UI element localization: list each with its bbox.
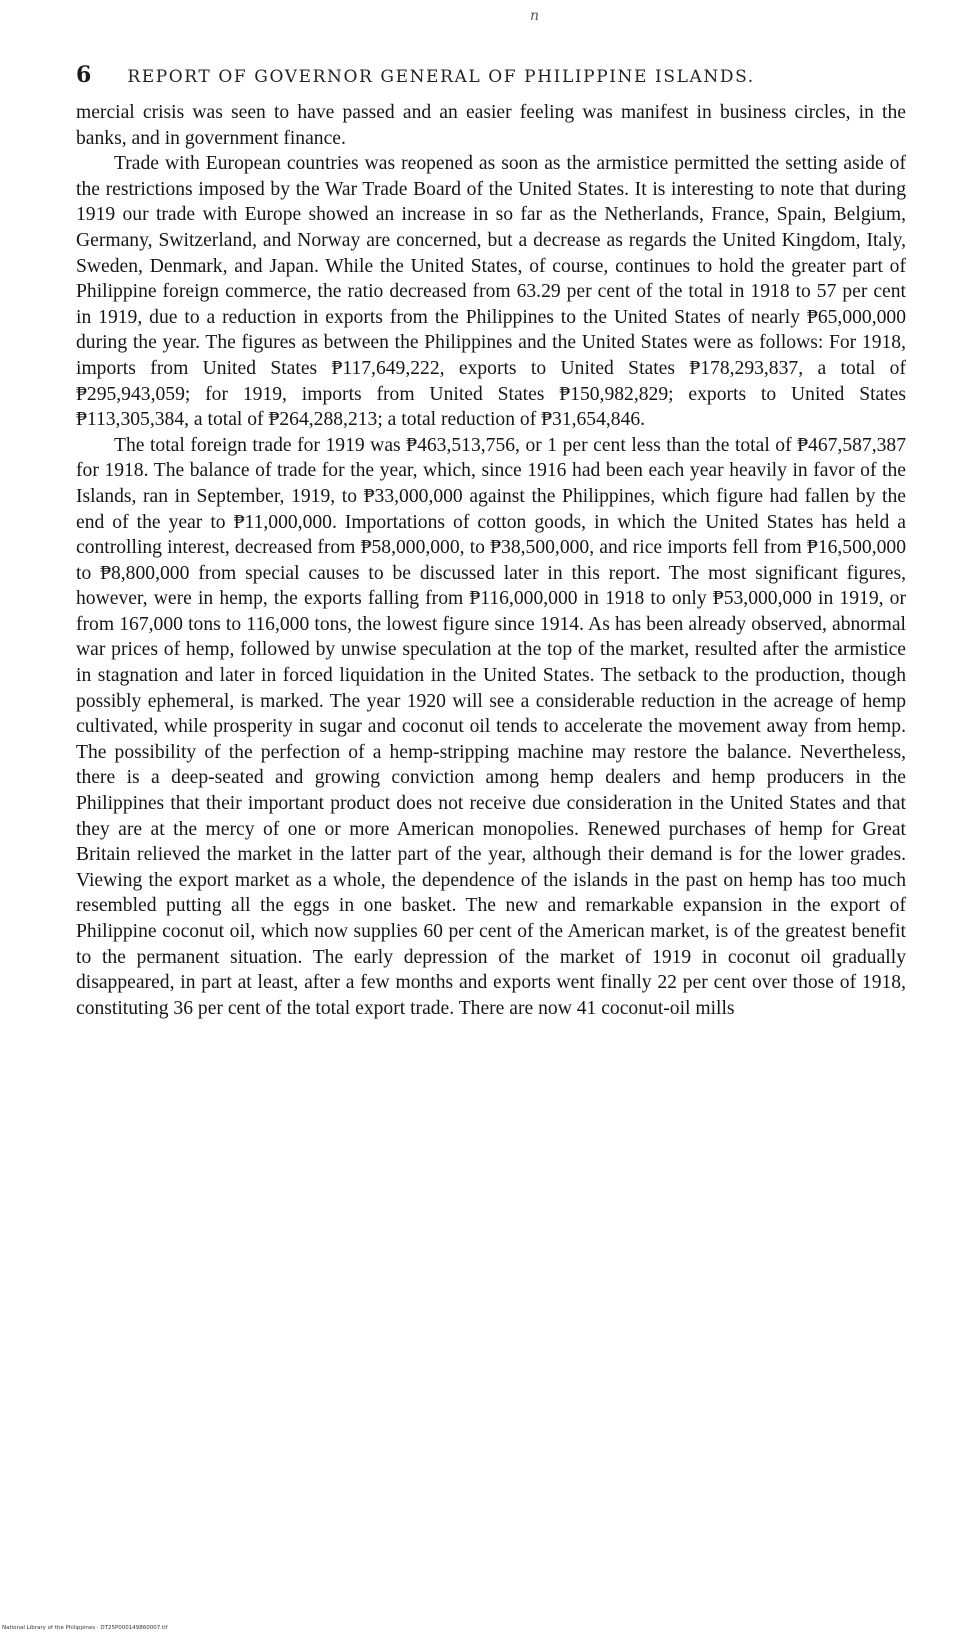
page-number: 6: [76, 62, 92, 88]
running-head: [76, 62, 906, 88]
running-title: REPORT OF GOVERNOR GENERAL OF PHILIPPINE ISLANDS.: [127, 67, 755, 87]
paragraph-continuation: mercial crisis was seen to have passed and an easier feeling was manifest in business circles, in the banks, and in government finance.: [76, 102, 906, 149]
paragraph-european-trade: Trade with European countries was reopened as soon as the armistice permitted the setting aside of the restrictions imposed by the War Trade Board of the United States. It is interesting to note that during 1919 our trade with Europe showed an increase in so far as the Netherlands, France, Spain, Belgium, Germany, Switzerland, and Norway are concerned, but a decrease as regards the United Kingdom, Italy, Sweden, Denmark, and Japan. While the United States, of course, continues to hold the greater part of Philippine foreign commerce, the ratio decreased from 63.29 per cent of the total in 1918 to 57 per cent in 1919, due to a reduction in exports from the Philippines to the United States of nearly ₱65,000,000 during the year. The figures as between the Philippines and the United States were as follows: For 1918, imports from United States ₱117,649,222, exports to United States ₱178,293,837, a total of ₱295,943,059; for 1919, imports from United States ₱150,982,829; exports to United States ₱113,305,384, a total of ₱264,288,213; a total reduction of ₱31,654,846.: [76, 153, 906, 431]
stray-print-mark: n: [530, 8, 540, 24]
scan-credit: National Library of the Philippines · DT25P000149860007.tif: [2, 1625, 168, 1631]
paragraph-foreign-trade-total: The total foreign trade for 1919 was ₱463,513,756, or 1 per cent less than the total of ₱467,587,387 for 1918. The balance of trade for the year, which, since 1916 had been each year heavily in favor of the Islands, ran in September, 1919, to ₱33,000,000 against the Philippines, which figure had fallen by the end of the year to ₱11,000,000. Importations of cotton goods, in which the United States has held a controlling interest, decreased from ₱58,000,000, to ₱38,500,000, and rice imports fell from ₱16,500,000 to ₱8,800,000 from special causes to be discussed later in this report. The most significant figures, however, were in hemp, the exports falling from ₱116,000,000 in 1918 to only ₱53,000,000 in 1919, or from 167,000 tons to 116,000 tons, the lowest figure since 1914. As has been already observed, abnormal war prices of hemp, followed by unwise speculation at the top of the market, resulted after the armistice in stagnation and later in forced liquidation in the United States. The setback to the production, though possibly ephemeral, is marked. The year 1920 will see a considerable reduction in the acreage of hemp cultivated, while prosperity in sugar and coconut oil tends to accelerate the movement away from hemp. The possibility of the perfection of a hemp-stripping machine may restore the balance. Nevertheless, there is a deep-seated and growing conviction among hemp dealers and hemp producers in the Philippines that their important product does not receive due consideration in the United States and that they are at the mercy of one or more American monopolies. Renewed purchases of hemp for Great Britain relieved the market in the latter part of the year, although their demand is for the lower grades. Viewing the export market as a whole, the dependence of the islands in the past on hemp has too much resembled putting all the eggs in one basket. The new and remarkable expansion in the export of Philippine coconut oil, which now supplies 60 per cent of the American market, is of the greatest benefit to the permanent situation. The early depression of the market of 1919 in coconut oil gradually disappeared, in part at least, after a few months and exports went finally 22 per cent over those of 1918, constituting 36 per cent of the total export trade. There are now 41 coconut-oil mills: [76, 434, 906, 1019]
body-text: [76, 100, 906, 1600]
